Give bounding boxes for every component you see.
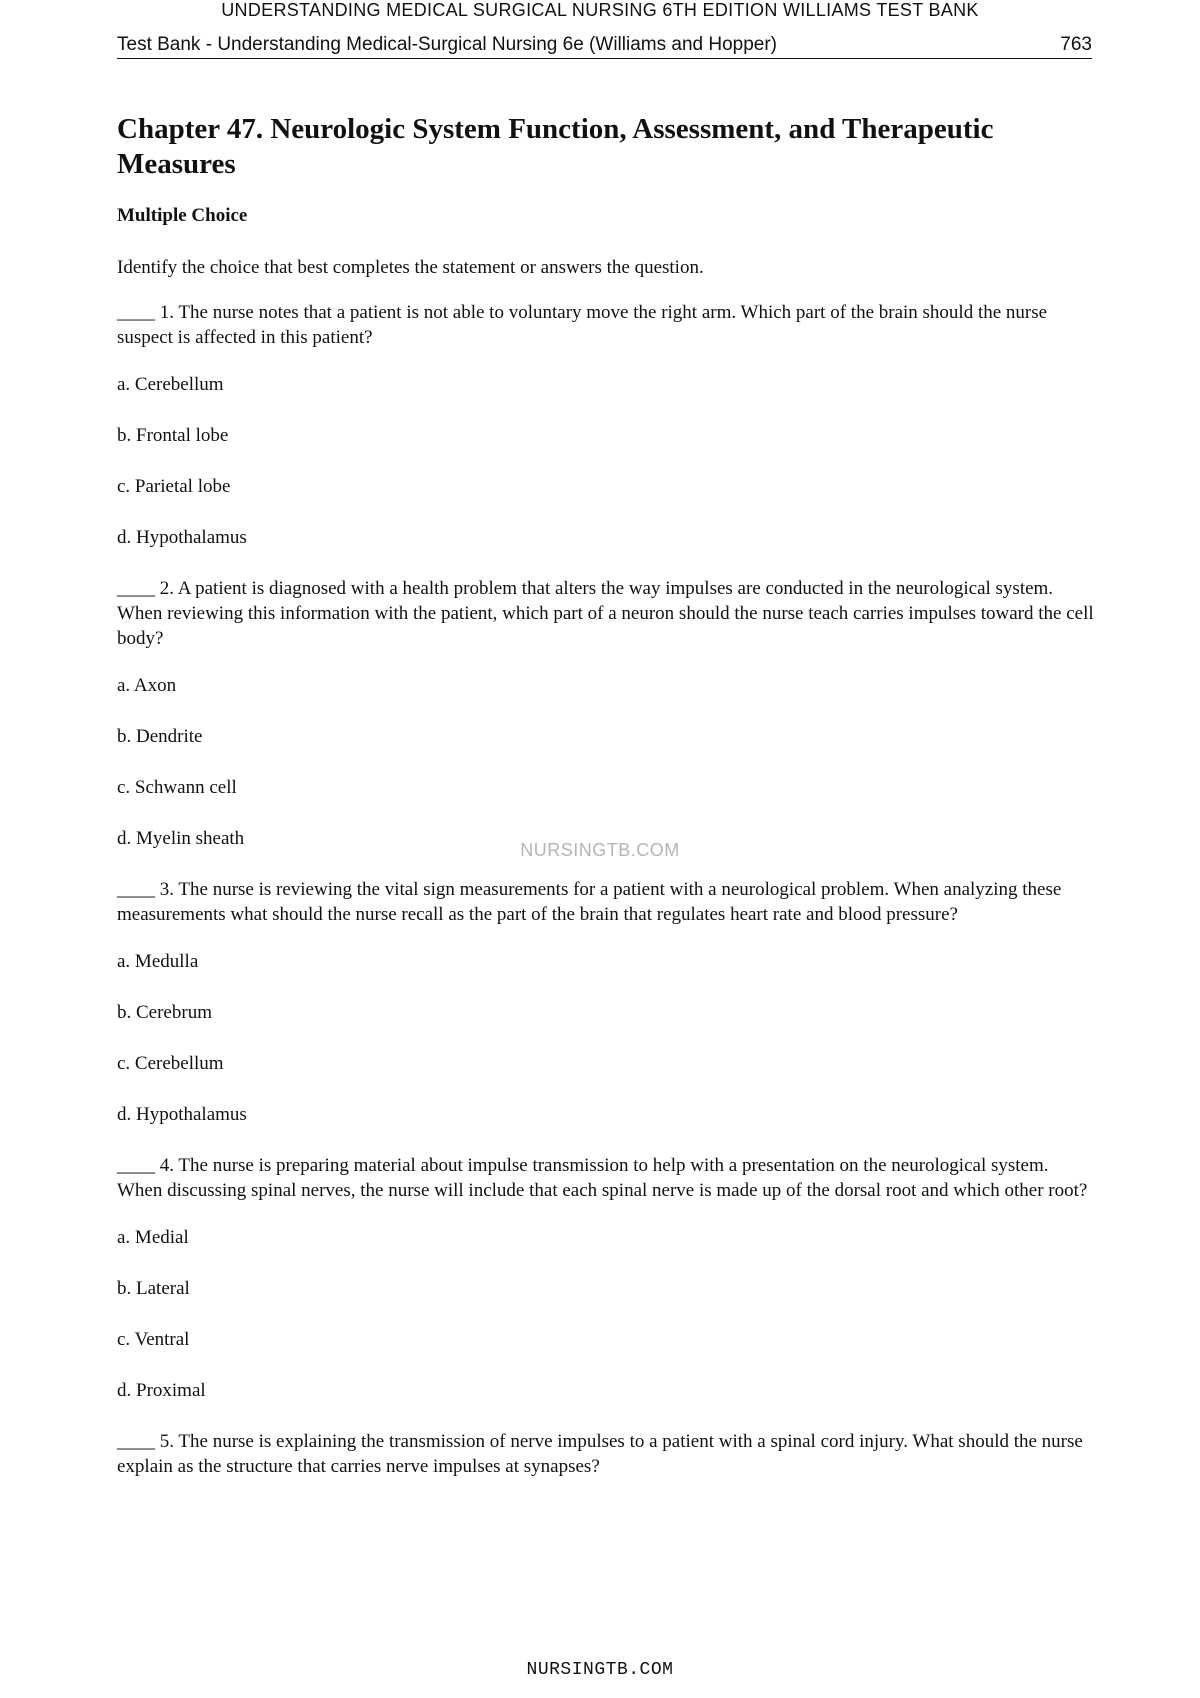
answer-choice: d. Hypothalamus — [117, 527, 247, 548]
answer-choice: c. Parietal lobe — [117, 476, 231, 497]
page-number: 763 — [1060, 34, 1092, 55]
answer-choice: a. Medulla — [117, 951, 199, 972]
question-2 — [117, 576, 1097, 851]
answer-choice: b. Frontal lobe — [117, 425, 229, 446]
chapter-title: Chapter 47. Neurologic System Function, Assessment, and Therapeutic Measures — [117, 113, 994, 180]
section-heading: Multiple Choice — [117, 205, 248, 226]
answer-choice: a. Axon — [117, 675, 177, 696]
answer-choice: d. Hypothalamus — [117, 1104, 247, 1125]
answer-choice: d. Myelin sheath — [117, 828, 245, 849]
answer-choice: c. Schwann cell — [117, 777, 237, 798]
top-banner: UNDERSTANDING MEDICAL SURGICAL NURSING 6TH EDITION WILLIAMS TEST BANK — [221, 0, 979, 20]
question-stem: ____ 1. The nurse notes that a patient is not able to voluntary move the right arm. Which part of the brain should the nurse suspect is affected in this patient? — [117, 302, 1048, 348]
question-1 — [117, 300, 1097, 550]
watermark: NURSINGTB.COM — [520, 840, 680, 860]
answer-choice: a. Medial — [117, 1227, 189, 1248]
answer-choice: c. Cerebellum — [117, 1053, 224, 1074]
answer-choice: b. Lateral — [117, 1278, 190, 1299]
running-header-title: Test Bank - Understanding Medical-Surgical Nursing 6e (Williams and Hopper) — [117, 34, 777, 55]
question-3 — [117, 877, 1097, 1127]
footer: NURSINGTB.COM — [526, 1660, 674, 1680]
answer-choice: b. Dendrite — [117, 726, 203, 747]
page-content — [117, 112, 1097, 1501]
question-stem: ____ 4. The nurse is preparing material about impulse transmission to help with a presentation on the neurological system. When discussing spinal nerves, the nurse will include that each spinal nerve is made up of the dorsal root and which other root? — [117, 1155, 1088, 1201]
answer-choice: c. Ventral — [117, 1329, 190, 1350]
answer-choice: b. Cerebrum — [117, 1002, 212, 1023]
answer-choice: d. Proximal — [117, 1380, 206, 1401]
question-stem: ____ 5. The nurse is explaining the transmission of nerve impulses to a patient with a spinal cord injury. What should the nurse explain as the structure that carries nerve impulses at synapses? — [117, 1431, 1083, 1477]
question-4 — [117, 1153, 1097, 1403]
running-header — [117, 34, 1092, 59]
answer-choice: a. Cerebellum — [117, 374, 224, 395]
question-stem: ____ 3. The nurse is reviewing the vital sign measurements for a patient with a neurological problem. When analyzing these measurements what should the nurse recall as the part of the brain that regulates heart rate and blood pressure? — [117, 879, 1062, 925]
question-stem: ____ 2. A patient is diagnosed with a health problem that alters the way impulses are conducted in the neurological system. When reviewing this information with the patient, which part of a neuron should the nurse teach carries impulses toward the cell body? — [117, 578, 1094, 649]
instructions: Identify the choice that best completes the statement or answers the question. — [117, 257, 704, 278]
question-5 — [117, 1429, 1097, 1479]
